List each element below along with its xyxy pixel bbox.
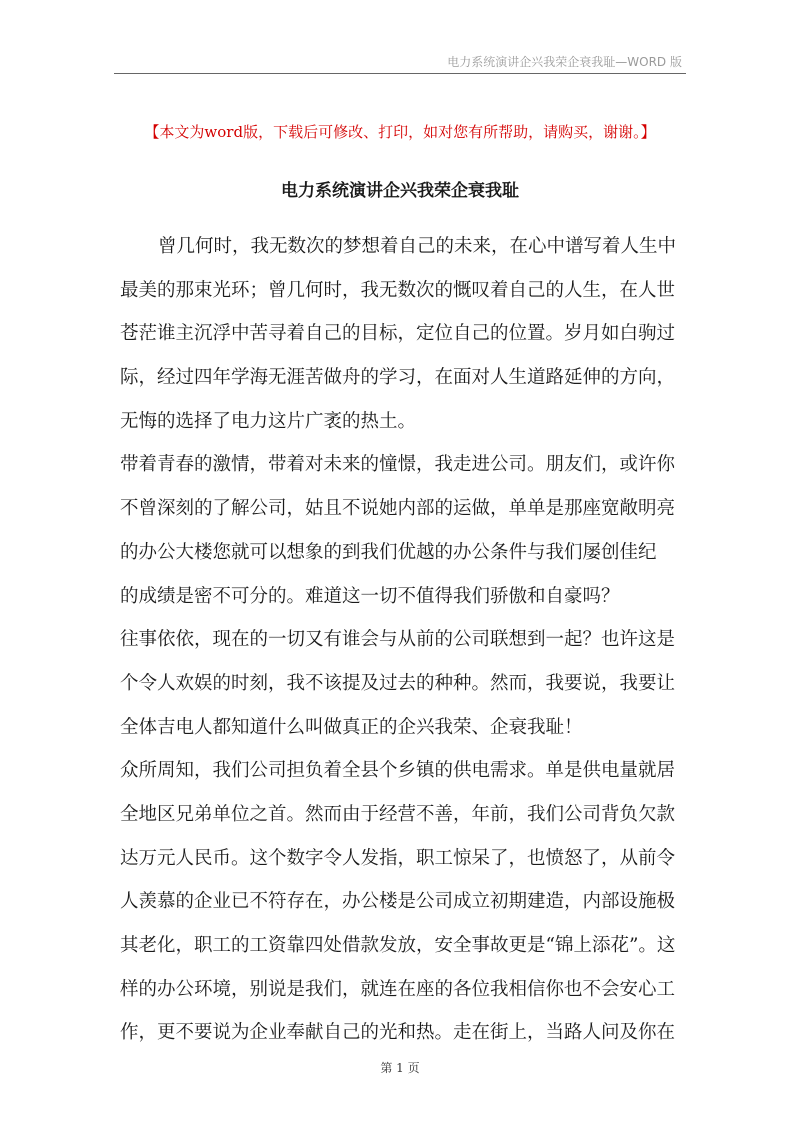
body-line: 的成绩是密不可分的。难道这一切不值得我们骄傲和自豪吗？	[120, 585, 620, 607]
page-number: 第 1 页	[380, 1061, 420, 1075]
document-title: 电力系统演讲企兴我荣企衰我耻	[281, 181, 519, 201]
document-body	[120, 232, 690, 1062]
purchase-notice: 【本文为word版，下载后可修改、打印，如对您有所帮助，请购买，谢谢。】	[144, 123, 656, 141]
header-divider	[114, 73, 686, 74]
body-line: 个令人欢娱的时刻，我不该提及过去的种种。然而，我要说，我要让	[120, 672, 676, 694]
body-line: 带着青春的激情，带着对未来的憧憬，我走进公司。朋友们，或许你	[120, 454, 676, 476]
body-line: 的办公大楼您就可以想象的到我们优越的办公条件与我们屡创佳纪	[120, 541, 657, 563]
body-line: 最美的那束光环；曾几何时，我无数次的慨叹着自己的人生，在人世	[120, 279, 676, 301]
body-line: 不曾深刻的了解公司，姑且不说她内部的运做，单单是那座宽敞明亮	[120, 498, 676, 520]
body-line: 作，更不要说为企业奉献自己的光和热。走在街上，当路人问及你在	[120, 1022, 676, 1044]
body-line: 无悔的选择了电力这片广袤的热土。	[120, 410, 417, 432]
body-line: 其老化，职工的工资靠四处借款发放，安全事故更是“锦上添花”。这	[120, 935, 676, 956]
body-line: 苍茫谁主沉浮中苦寻着自己的目标，定位自己的位置。岁月如白驹过	[120, 323, 676, 345]
body-line: 样的办公环境，别说是我们，就连在座的各位我相信你也不会安心工	[120, 978, 676, 1000]
body-line: 众所周知，我们公司担负着全县个乡镇的供电需求。单是供电量就居	[120, 760, 676, 782]
body-line: 达万元人民币。这个数字令人发指，职工惊呆了，也愤怒了，从前令	[120, 847, 676, 869]
body-line: 际，经过四年学海无涯苦做舟的学习，在面对人生道路延伸的方向，	[120, 367, 676, 389]
body-line: 往事依依，现在的一切又有谁会与从前的公司联想到一起？也许这是	[120, 629, 676, 651]
running-header: 电力系统演讲企兴我荣企衰我耻—WORD 版	[447, 55, 682, 69]
body-line: 全地区兄弟单位之首。然而由于经营不善，年前，我们公司背负欠款	[120, 803, 676, 825]
body-line: 全体吉电人都知道什么叫做真正的企兴我荣、企衰我耻！	[120, 716, 583, 738]
body-line: 曾几何时，我无数次的梦想着自己的未来，在心中谱写着人生中	[158, 236, 677, 257]
body-line: 人羡慕的企业已不符存在，办公楼是公司成立初期建造，内部设施极	[120, 891, 676, 913]
